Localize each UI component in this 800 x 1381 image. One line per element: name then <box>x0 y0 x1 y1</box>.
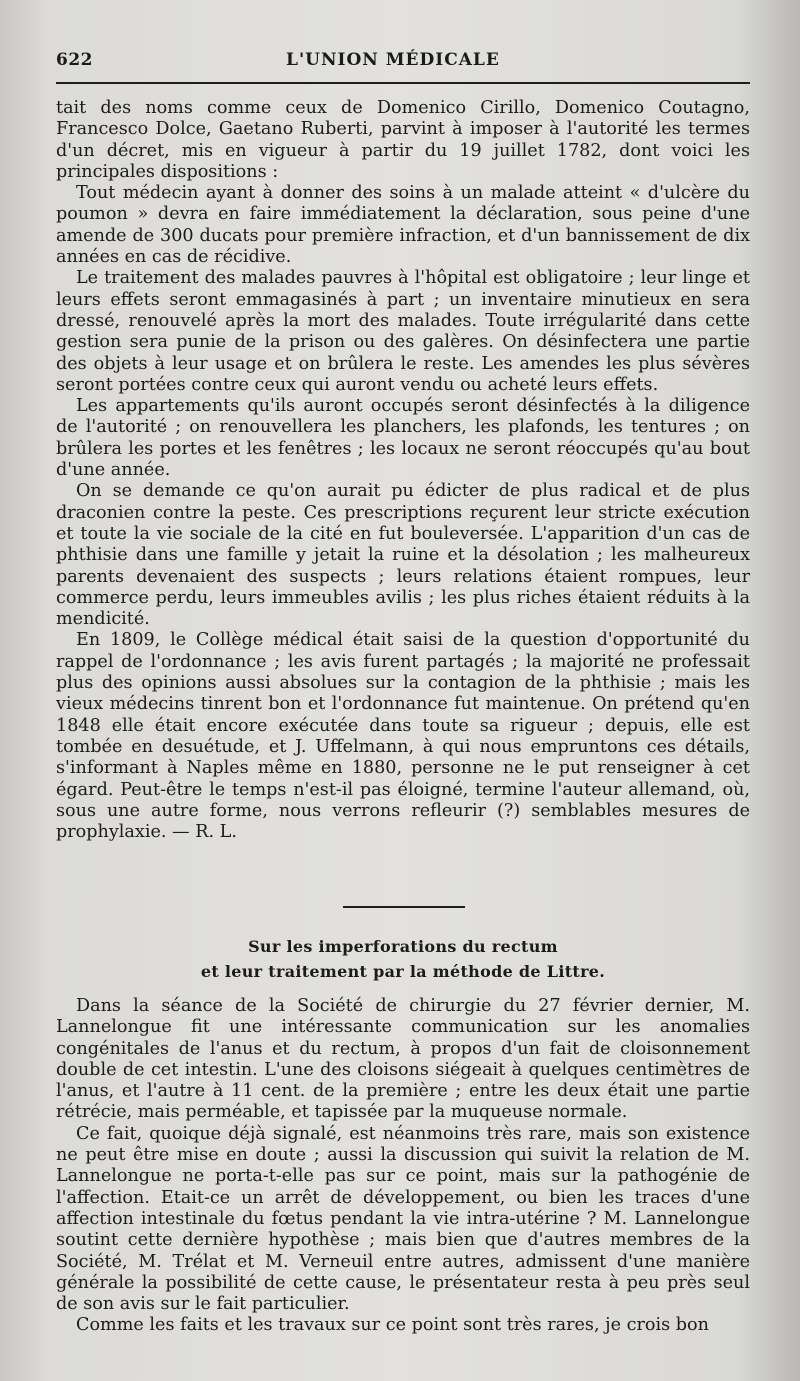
section-title-line-2: et leur traitement par la méthode de Littre. <box>200 962 606 981</box>
paragraph: Ce fait, quoique déjà signalé, est néanmoins très rare, mais son existence ne peut être mise en doute ; aussi la discussion qui suivit la relation de M. Lannelongue ne porta-t-elle pas sur ce point, mais sur la pathogénie de l'affection. Etait-ce un arrêt de développement, ou bien les traces d'une affection intestinale du fœtus pendant la vie intra-utérine ? M. Lannelongue soutint cette dernière hypothèse ; mais bien que d'autres membres de la Société, M. Trélat et M. Verneuil entre autres, admissent d'une manière générale la possibilité de cette cause, le présentateur resta à peu près seul de son avis sur le fait particulier. <box>56 1123 750 1315</box>
section-divider <box>343 906 465 908</box>
paragraph: Les appartements qu'ils auront occupés seront désinfectés à la diligence de l'autorité ; on renouvellera les planchers, les plafonds, les tentures ; on brûlera les portes et les fenêtres ; les locaux ne seront réoccupés qu'au bout d'une année. <box>56 396 750 481</box>
paragraph: tait des noms comme ceux de Domenico Cirillo, Domenico Coutagno, Francesco Dolce, Gaetano Ruberti, parvint à imposer à l'autorité les termes d'un décret, mis en vigueur à partir du 19 juillet 1782, dont voici les principales dispositions : <box>56 98 750 182</box>
header-rule <box>56 82 750 84</box>
paragraph: Tout médecin ayant à donner des soins à un malade atteint « d'ulcère du poumon » devra en faire immédiatement la déclaration, sous peine d'une amende de 300 ducats pour première infraction, et d'un bannissement de dix années en cas de récidive. <box>56 183 750 268</box>
paragraph: Dans la séance de la Société de chirurgie du 27 février dernier, M. Lannelongue fit une intéressante communication sur les anomalies congénitales de l'anus et du rectum, à propos d'un fait de cloisonnement double de cet intestin. L'une des cloisons siégeait à quelques centimètres de l'anus, et l'autre à 11 cent. de la première ; entre les deux était une partie rétrécie, mais perméable, et tapissée par la muqueuse normale. <box>56 996 750 1123</box>
section-heading <box>56 934 750 984</box>
section-title-line-1: Sur les imperforations du rectum <box>248 937 558 956</box>
paragraph: Le traitement des malades pauvres à l'hôpital est obligatoire ; leur linge et leurs effets seront emmagasinés à part ; un inventaire minutieux en sera dressé, renouvelé après la mort des malades. Toute irrégularité dans cette gestion sera punie de la prison ou des galères. On désinfectera une partie des objets à leur usage et on brûlera le reste. Les amendes les plus sévères seront portées contre ceux qui auront vendu ou acheté leurs effets. <box>56 268 750 395</box>
page-number: 622 <box>56 50 93 70</box>
running-title: L'UNION MÉDICALE <box>286 50 500 70</box>
paragraph: On se demande ce qu'on aurait pu édicter de plus radical et de plus draconien contre la peste. Ces prescriptions reçurent leur stricte exécution et toute la vie sociale de la cité en fut bouleversée. L'apparition d'un cas de phthisie dans une famille y jetait la ruine et la désolation ; les malheureux parents devenaient des suspects ; leurs relations étaient rompues, leur commerce perdu, leurs immeubles avilis ; les plus riches étaient réduits à la mendicité. <box>56 481 750 630</box>
page-header <box>56 46 750 76</box>
paragraph: En 1809, le Collège médical était saisi de la question d'opportunité du rappel de l'ordonnance ; les avis furent partagés ; la majorité ne professait plus des opinions aussi absolues sur la contagion de la phthisie ; mais les vieux médecins tinrent bon et l'ordonnance fut maintenue. On prétend qu'en 1848 elle était encore exécutée dans toute sa rigueur ; depuis, elle est tombée en desuétude, et J. Uffelmann, à qui nous empruntons ces détails, s'informant à Naples même en 1880, personne ne le put renseigner à cet égard. Peut-être le temps n'est-il pas éloigné, termine l'auteur allemand, où, sous une autre forme, nous verrons refleurir (?) semblables mesures de prophylaxie. — R. L. <box>56 630 750 843</box>
new-article-body <box>56 996 750 1337</box>
paragraph: Comme les faits et les travaux sur ce point sont très rares, je crois bon <box>76 1315 709 1336</box>
article-continuation <box>56 98 750 843</box>
